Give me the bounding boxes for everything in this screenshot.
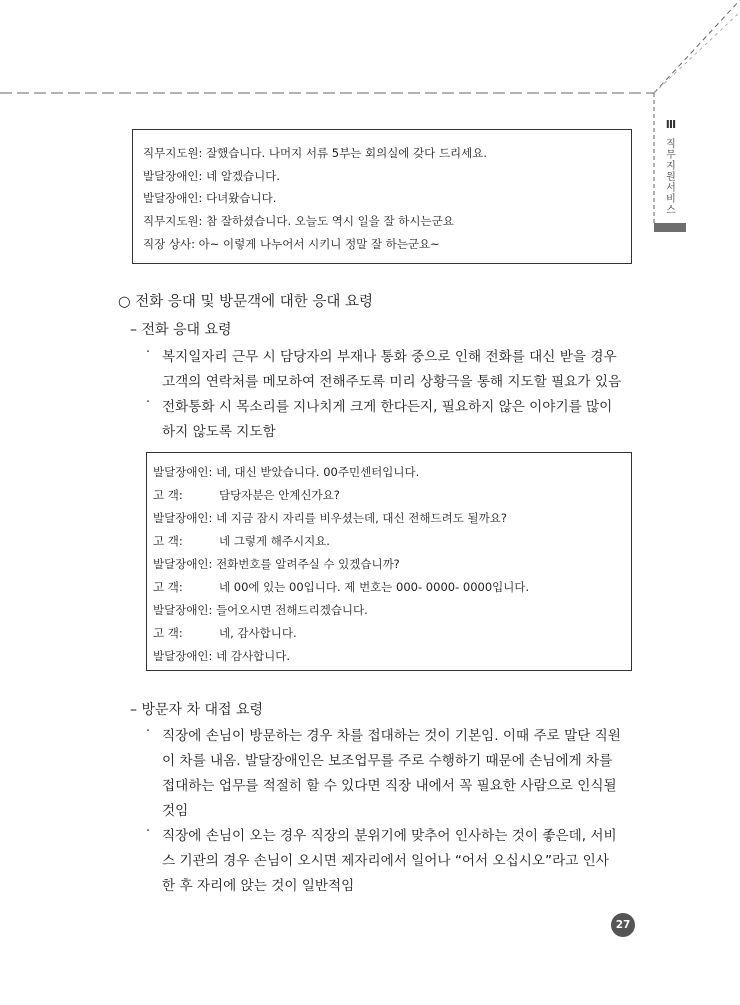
phone-bullet-1-line-2: 고객의 연락처를 메모하여 전해주도록 미리 상황극을 통해 지도할 필요가 있음 (162, 374, 622, 390)
speaker: 고 객: (153, 580, 183, 594)
visitor-bullet-2-line-3: 한 후 자리에 앉는 것이 일반적임 (162, 878, 355, 894)
utterance: 네 감사합니다. (216, 649, 291, 663)
utterance: 들어오시면 전해드리겠습니다. (216, 603, 368, 617)
page-number-badge: 27 (611, 913, 635, 937)
chapter-title-char: 직 (666, 139, 676, 150)
speaker: 고 객: (153, 488, 183, 502)
visitor-bullet-1-line-1: 직장에 손님이 방문하는 경우 차를 접대하는 것이 기본임. 이때 주로 말단 직원 (162, 728, 621, 744)
speaker: 고 객: (153, 534, 183, 548)
phone-bullet-2-line-1: 전화통화 시 목소리를 지나치게 크게 한다든지, 필요하지 않은 이야기를 많이 (162, 399, 613, 415)
visitor-bullet-1-line-4: 것임 (162, 803, 189, 819)
bullet-dot: · (146, 345, 151, 360)
visitor-subheading: – 방문자 차 대접 요령 (130, 702, 263, 718)
chapter-title-char: 무 (666, 150, 676, 161)
dialogue-line: 발달장애인: 네 알겠습니다. (143, 169, 281, 183)
dialogue-row (153, 487, 340, 503)
utterance: 네 지금 잠시 자리를 비우셨는데, 대신 전해드려도 될까요? (216, 511, 507, 525)
dialogue-line: 직무지도원: 참 잘하셨습니다. 오늘도 역시 일을 잘 하시는군요 (143, 214, 454, 228)
dialogue-box-job-coach (132, 129, 632, 264)
corner-diagonal-upper (654, 0, 740, 93)
visitor-bullet-1-line-3: 접대하는 업무를 적절히 할 수 있다면 직장 내에서 꼭 필요한 사람으로 인식될 (162, 778, 617, 794)
corner-diagonal-lower (654, 12, 740, 93)
bullet-dot: · (146, 824, 151, 839)
dialogue-row (153, 464, 419, 480)
dialogue-row (153, 533, 330, 549)
speaker: 발달장애인: (153, 465, 213, 479)
dialogue-box-phone (146, 452, 632, 671)
visitor-bullet-2-line-1: 직장에 손님이 오는 경우 직장의 분위기에 맞추어 인사하는 것이 좋은데, 서비 (162, 828, 617, 844)
speaker: 발달장애인: (153, 603, 213, 617)
chapter-numeral: Ⅲ (665, 118, 677, 131)
utterance: 전화번호를 알려주실 수 있겠습니까? (216, 557, 400, 571)
dialogue-line: 직무지도원: 잘했습니다. 나머지 서류 5부는 회의실에 갖다 드리세요. (143, 146, 488, 160)
speaker: 발달장애인: (153, 557, 213, 571)
dialogue-line: 직장 상사: 아~ 이렇게 나누어서 시키니 정말 잘 하는군요~ (143, 237, 440, 251)
phone-subheading: – 전화 응대 요령 (130, 322, 232, 338)
utterance: 네 그렇게 해주시지요. (219, 534, 330, 548)
speaker: 고 객: (153, 626, 183, 640)
chapter-side-tab (656, 118, 686, 216)
chapter-title-char: 원 (666, 172, 676, 183)
dialogue-row (153, 579, 529, 595)
chapter-title-vertical (666, 139, 676, 216)
visitor-bullet-2-line-2: 스 기관의 경우 손님이 오시면 제자리에서 일어나 “어서 오십시오”라고 인사 (162, 853, 609, 869)
dialogue-row (153, 556, 400, 572)
section-heading: ○ 전화 응대 및 방문객에 대한 응대 요령 (118, 294, 374, 310)
dialogue-line: 발달장애인: 다녀왔습니다. (143, 191, 277, 205)
chapter-title-char: 지 (666, 161, 676, 172)
utterance: 담당자분은 안계신가요? (219, 488, 340, 502)
chapter-title-char: 서 (666, 183, 676, 194)
dialogue-row (153, 625, 297, 641)
dialogue-row (153, 602, 368, 618)
bullet-dot: · (146, 395, 151, 410)
phone-bullet-1-line-1: 복지일자리 근무 시 담당자의 부재나 통화 중으로 인해 전화를 대신 받을 경우 (162, 349, 617, 365)
utterance: 네 00에 있는 00입니다. 제 번호는 000- 0000- 0000입니다. (219, 580, 530, 594)
utterance: 네, 감사합니다. (219, 626, 297, 640)
utterance: 네, 대신 받았습니다. 00주민센터입니다. (216, 465, 420, 479)
visitor-bullet-1-line-2: 이 차를 내옴. 발달장애인은 보조업무를 주로 수행하기 때문에 손님에게 차를 (162, 753, 613, 769)
bullet-dot: · (146, 724, 151, 739)
dialogue-row (153, 648, 290, 664)
speaker: 발달장애인: (153, 649, 213, 663)
phone-bullet-2-line-2: 하지 않도록 지도함 (162, 424, 276, 440)
speaker: 발달장애인: (153, 511, 213, 525)
chapter-title-char: 비 (666, 194, 676, 205)
chapter-tab-bar (654, 223, 686, 232)
chapter-title-char: 스 (666, 205, 676, 216)
dialogue-row (153, 510, 507, 526)
